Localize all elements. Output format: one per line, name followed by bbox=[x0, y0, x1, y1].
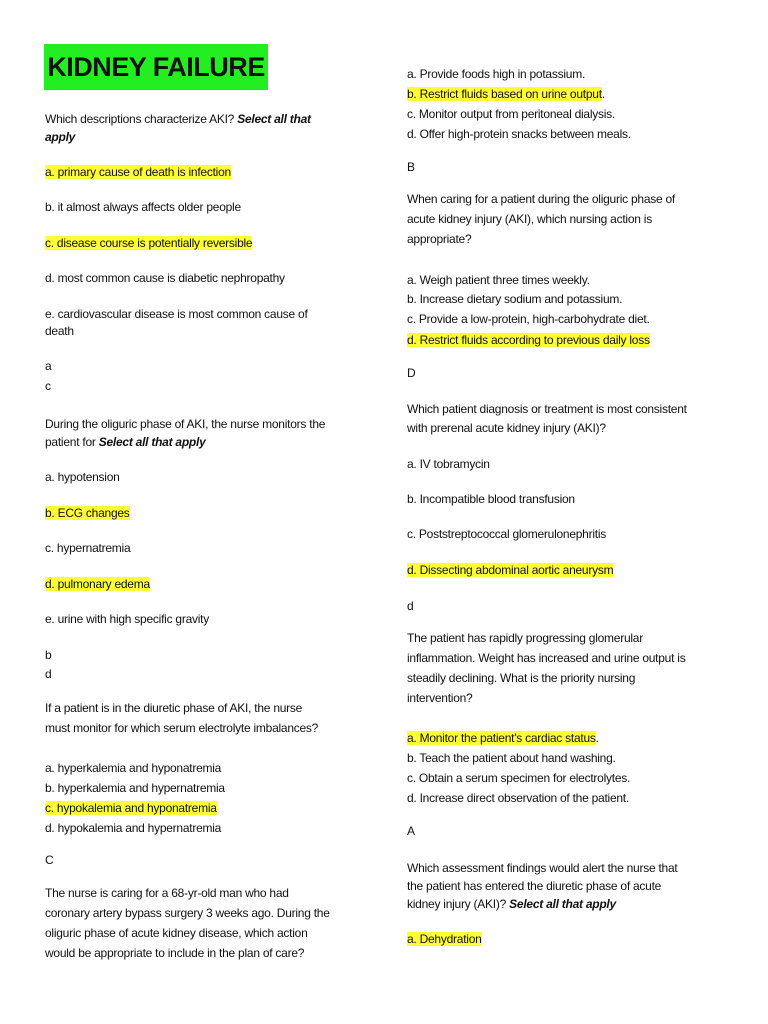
option bbox=[407, 730, 599, 747]
option bbox=[45, 306, 308, 323]
option-text: b. Teach the patient about hand washing. bbox=[407, 751, 616, 765]
option bbox=[407, 106, 615, 123]
question-prompt: During the oliguric phase of AKI, the nurse monitors the bbox=[45, 417, 326, 431]
option-text: d. Restrict fluids according to previous daily loss bbox=[407, 333, 650, 347]
option-text: a. hypotension bbox=[45, 470, 120, 484]
option bbox=[45, 540, 130, 557]
option-text: d. Increase direct observation of the patient. bbox=[407, 791, 629, 805]
option bbox=[407, 491, 575, 508]
option bbox=[407, 332, 650, 349]
question-prompt: acute kidney injury (AKI), which nursing action is bbox=[407, 212, 652, 226]
option-text: a. hyperkalemia and hyponatremia bbox=[45, 761, 222, 775]
option bbox=[45, 199, 241, 216]
question-prompt: inflammation. Weight has increased and urine output is bbox=[407, 651, 686, 665]
option-text: b. ECG changes bbox=[45, 506, 130, 520]
question-prompt: with prerenal acute kidney injury (AKI)? bbox=[407, 421, 606, 435]
option bbox=[45, 780, 225, 797]
prompt-emphasis: apply bbox=[45, 130, 76, 144]
option-text: e. urine with high specific gravity bbox=[45, 612, 209, 626]
option bbox=[45, 820, 221, 837]
option-text: c. Obtain a serum specimen for electrolytes. bbox=[407, 771, 631, 785]
option-text: d. pulmonary edema bbox=[45, 577, 150, 591]
option-text: c. Poststreptococcal glomerulonephritis bbox=[407, 527, 607, 541]
question-prompt: must monitor for which serum electrolyte imbalances? bbox=[45, 721, 319, 735]
question-prompt: coronary artery bypass surgery 3 weeks ago. During the bbox=[45, 906, 330, 920]
option-text: b. Increase dietary sodium and potassium. bbox=[407, 292, 623, 306]
answer: d bbox=[45, 667, 52, 681]
answer: A bbox=[407, 824, 415, 838]
prompt-text: patient for bbox=[45, 435, 96, 449]
option-text: c. Provide a low-protein, high-carbohydrate diet. bbox=[407, 312, 650, 326]
option bbox=[45, 235, 252, 252]
question-prompt bbox=[45, 111, 311, 128]
question-prompt bbox=[45, 129, 75, 146]
option bbox=[407, 456, 490, 473]
question-prompt: If a patient is in the diuretic phase of AKI, the nurse bbox=[45, 701, 303, 715]
option-text: a. Monitor the patient's cardiac status bbox=[407, 731, 596, 745]
question-prompt: The patient has rapidly progressing glomerular bbox=[407, 631, 643, 645]
option bbox=[45, 270, 285, 287]
question-prompt bbox=[45, 434, 206, 451]
option-text: d. hypokalemia and hypernatremia bbox=[45, 821, 222, 835]
option bbox=[407, 66, 585, 83]
question-prompt: Which patient diagnosis or treatment is most consistent bbox=[407, 402, 687, 416]
prompt-text: kidney injury (AKI)? bbox=[407, 897, 507, 911]
answer: c bbox=[45, 379, 51, 393]
option bbox=[45, 164, 231, 181]
option-period: . bbox=[601, 87, 605, 101]
answer: C bbox=[45, 853, 54, 867]
answer: D bbox=[407, 366, 416, 380]
option-text: e. cardiovascular disease is most common cause of bbox=[45, 307, 308, 321]
option-text: b. Incompatible blood transfusion bbox=[407, 492, 575, 506]
option bbox=[45, 800, 217, 817]
question-prompt: The nurse is caring for a 68-yr-old man who had bbox=[45, 886, 289, 900]
answer: d bbox=[407, 599, 414, 613]
option bbox=[407, 790, 629, 807]
question-prompt: steadily declining. What is the priority nursing bbox=[407, 671, 636, 685]
option-text: d. most common cause is diabetic nephropathy bbox=[45, 271, 285, 285]
question-prompt: intervention? bbox=[407, 691, 473, 705]
option bbox=[45, 576, 150, 593]
option-text: a. Weigh patient three times weekly. bbox=[407, 273, 590, 287]
option-text: a. Dehydration bbox=[407, 932, 482, 946]
option bbox=[407, 126, 631, 143]
option bbox=[407, 750, 616, 767]
option bbox=[407, 272, 590, 289]
question-prompt: would be appropriate to include in the plan of care? bbox=[45, 946, 305, 960]
prompt-text: Which descriptions characterize AKI? bbox=[45, 112, 235, 126]
document-title: KIDNEY FAILURE bbox=[44, 44, 268, 90]
question-prompt bbox=[407, 896, 616, 913]
question-prompt: the patient has entered the diuretic phase of acute bbox=[407, 879, 662, 893]
option-text: b. hyperkalemia and hypernatremia bbox=[45, 781, 225, 795]
option bbox=[407, 770, 630, 787]
option-text: a. primary cause of death is infection bbox=[45, 165, 231, 179]
option bbox=[407, 311, 650, 328]
answer: B bbox=[407, 160, 415, 174]
prompt-emphasis: Select all that apply bbox=[509, 897, 616, 911]
option bbox=[407, 562, 613, 579]
option bbox=[407, 86, 605, 103]
option-text: d. Offer high-protein snacks between meals. bbox=[407, 127, 631, 141]
option-text: b. Restrict fluids based on urine output bbox=[407, 87, 602, 101]
option bbox=[407, 291, 622, 308]
answer: a bbox=[45, 359, 52, 373]
option bbox=[45, 323, 74, 340]
option-text: c. disease course is potentially reversible bbox=[45, 236, 253, 250]
option-text: a. IV tobramycin bbox=[407, 457, 490, 471]
option-text: c. hypokalemia and hyponatremia bbox=[45, 801, 217, 815]
option-text: b. it almost always affects older people bbox=[45, 200, 241, 214]
answer: b bbox=[45, 648, 52, 662]
prompt-emphasis: Select all that bbox=[237, 112, 311, 126]
option bbox=[407, 526, 606, 543]
question-prompt: When caring for a patient during the oliguric phase of bbox=[407, 192, 676, 206]
option-text: c. Monitor output from peritoneal dialysis. bbox=[407, 107, 616, 121]
option-text: c. hypernatremia bbox=[45, 541, 131, 555]
option bbox=[45, 611, 209, 628]
option bbox=[45, 760, 221, 777]
option bbox=[45, 505, 130, 522]
option bbox=[407, 931, 482, 948]
question-prompt: oliguric phase of acute kidney disease, which action bbox=[45, 926, 308, 940]
option-text: death bbox=[45, 324, 74, 338]
question-prompt: appropriate? bbox=[407, 232, 472, 246]
option-period: . bbox=[595, 731, 599, 745]
option-text: d. Dissecting abdominal aortic aneurysm bbox=[407, 563, 614, 577]
option-text: a. Provide foods high in potassium. bbox=[407, 67, 586, 81]
question-prompt: Which assessment findings would alert the nurse that bbox=[407, 861, 678, 875]
prompt-emphasis: Select all that apply bbox=[98, 435, 206, 449]
option bbox=[45, 469, 120, 486]
